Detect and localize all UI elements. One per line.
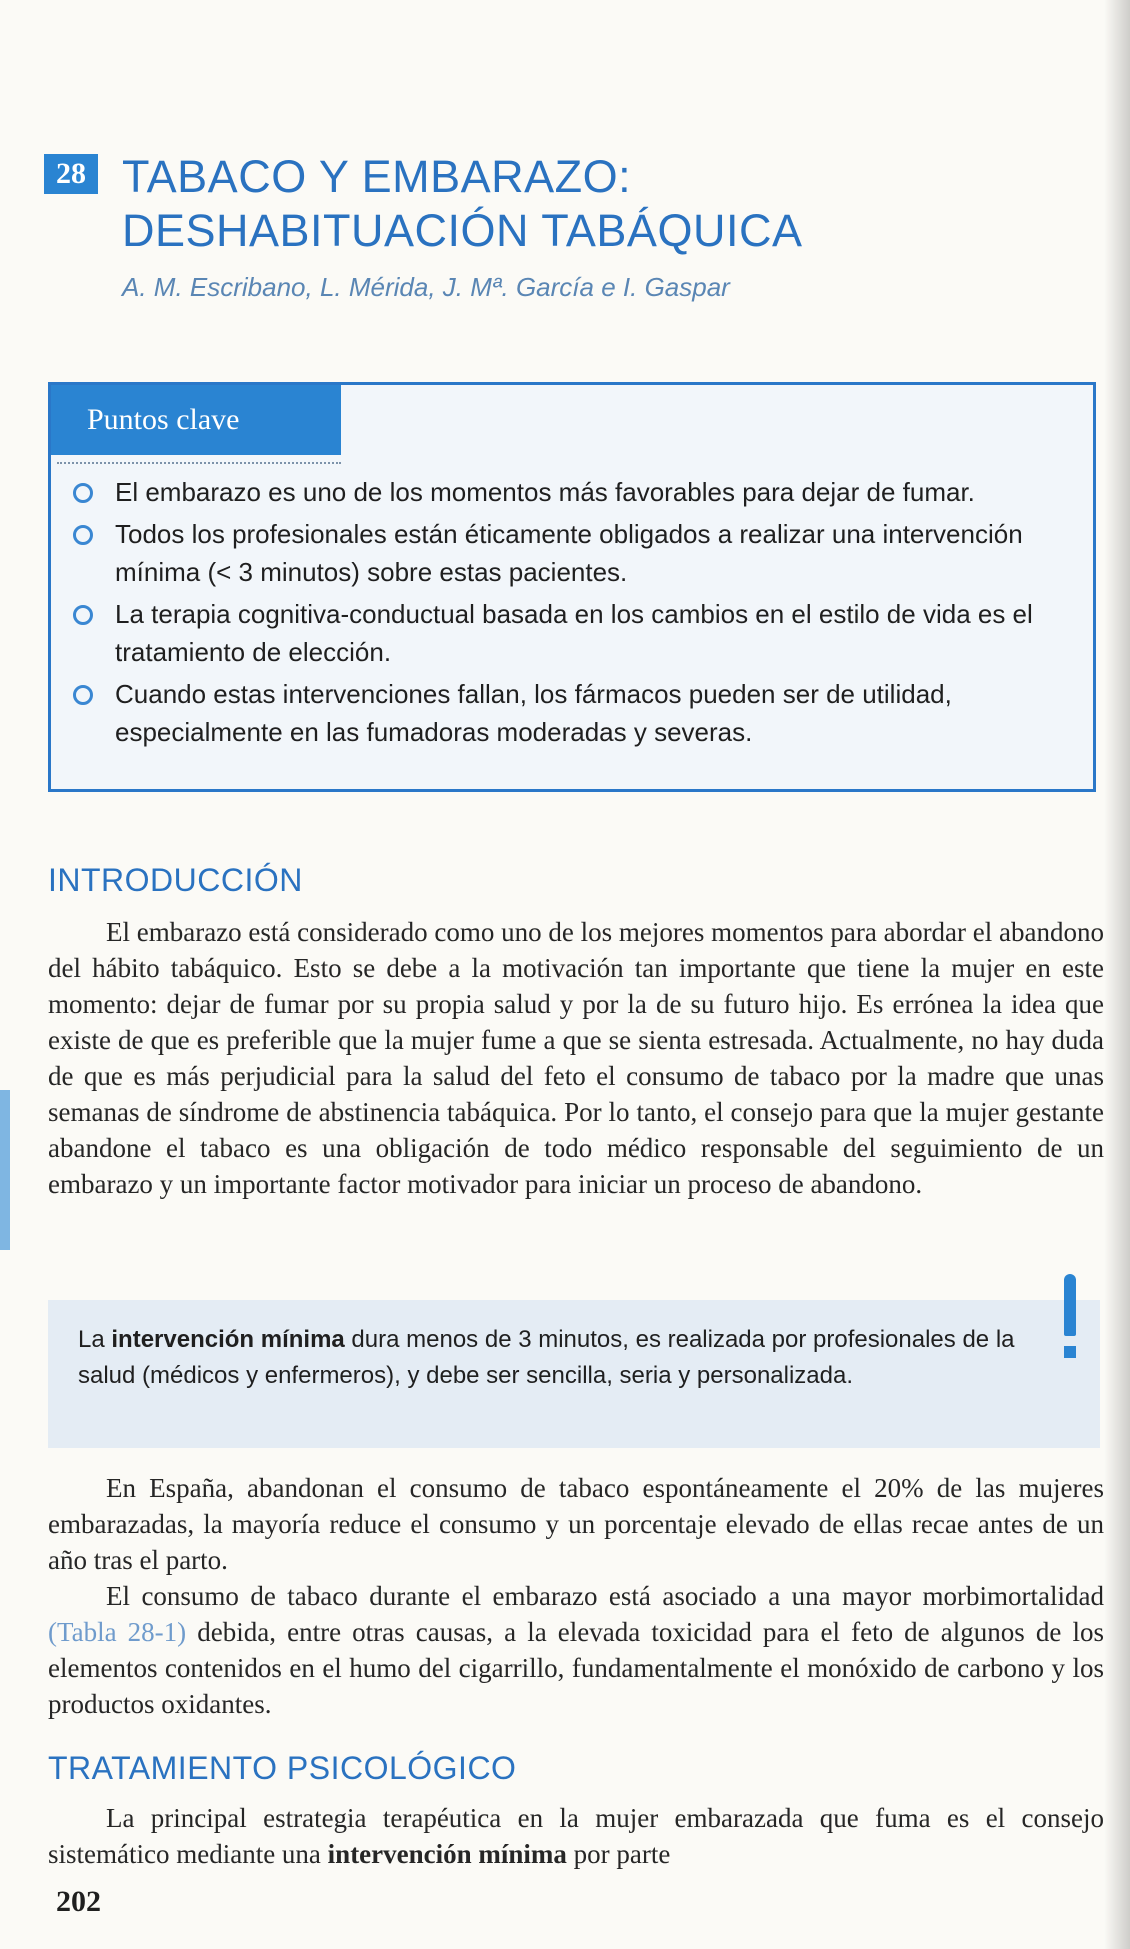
key-point-item xyxy=(51,595,1091,671)
circle-bullet-icon xyxy=(73,483,93,503)
key-points-box xyxy=(48,382,1096,792)
intro-paragraph: El embarazo está considerado como uno de los mejores momentos para abordar el abandono del hábito tabáquico. Esto se debe a la motivación tan importante que tiene la mujer en este momento: dejar de fumar por su propia salud y por la de su futuro hijo. Es errónea la idea que existe de que es preferible que la mujer fume a que se sienta estresada. Actualmente, no hay duda de que es más perjudicial para la salud del feto el consumo de tabaco por la madre que unas semanas de síndrome de abstinencia tabáquica. Por lo tanto, el consejo para que la mujer gestante abandone el tabaco es una obligación de todo médico responsable del seguimiento de un embarazo y un importante factor motivador para iniciar un proceso de abandono. xyxy=(48,917,1104,1199)
note-bold-term: intervención mínima xyxy=(111,1326,345,1353)
chapter-number-badge: 28 xyxy=(44,154,98,194)
key-point-item xyxy=(51,515,1091,591)
page-number: 202 xyxy=(56,1885,101,1918)
key-point-item xyxy=(51,473,1091,511)
note-text: dura menos de 3 minutos, es realizada por profesionales de la salud (médicos y enfermeros), y debe ser sencilla, seria y personalizada. xyxy=(78,1326,1015,1389)
key-point-text: El embarazo es uno de los momentos más favorables para dejar de fumar. xyxy=(115,477,975,507)
page-edge-shadow xyxy=(1104,0,1130,1949)
paragraph-statistics: En España, abandonan el consumo de tabaco espontáneamente el 20% de las mujeres embarazadas, la mayoría reduce el consumo y un porcentaje elevado de ellas recae antes de un año tras el parto. xyxy=(48,1473,1104,1575)
chapter-title-line-2: DESHABITUACIÓN TABÁQUICA xyxy=(122,205,803,256)
section-heading-tratamiento: TRATAMIENTO PSICOLÓGICO xyxy=(48,1750,517,1786)
margin-color-strip xyxy=(0,1090,10,1250)
note-prefix: La xyxy=(78,1326,112,1353)
key-point-text: La terapia cognitiva-conductual basada en los cambios en el estilo de vida es el tratamiento de elección. xyxy=(115,599,1033,667)
body-section-2 xyxy=(48,1470,1104,1722)
circle-bullet-icon xyxy=(73,605,93,625)
key-points-list xyxy=(51,473,1091,755)
circle-bullet-icon xyxy=(73,525,93,545)
section-heading-introduccion: INTRODUCCIÓN xyxy=(48,862,303,898)
chapter-title-block xyxy=(122,150,802,303)
key-point-item xyxy=(51,675,1091,751)
chapter-authors: A. M. Escribano, L. Mérida, J. Mª. García e I. Gaspar xyxy=(122,272,730,302)
key-point-text: Todos los profesionales están éticamente obligados a realizar una intervención mínima (< 3 minutos) sobre estas pacientes. xyxy=(115,519,1023,587)
key-points-heading: Puntos clave xyxy=(51,385,341,455)
table-reference-link[interactable]: (Tabla 28-1) xyxy=(48,1617,187,1647)
intro-body xyxy=(48,914,1104,1202)
exclamation-icon xyxy=(1060,1274,1080,1374)
treatment-body xyxy=(48,1800,1104,1872)
chapter-header xyxy=(44,150,802,303)
chapter-title-line-1: TABACO Y EMBARAZO: xyxy=(122,151,632,202)
treatment-paragraph: La principal estrategia terapéutica en la mujer embarazada que fuma es el consejo sistemático mediante una intervención mínima por parte xyxy=(48,1803,1104,1869)
circle-bullet-icon xyxy=(73,685,93,705)
key-point-text: Cuando estas intervenciones fallan, los fármacos pueden ser de utilidad, especialmente en las fumadoras moderadas y severas. xyxy=(115,679,952,747)
key-note-box xyxy=(48,1300,1100,1448)
paragraph-morbimortality: El consumo de tabaco durante el embarazo está asociado a una mayor morbimortalidad (Tabla 28-1) debida, entre otras causas, a la elevada toxicidad para el feto de algunos de los elementos contenidos en el humo del cigarrillo, fundamentalmente el monóxido de carbono y los productos oxidantes. xyxy=(48,1581,1104,1719)
